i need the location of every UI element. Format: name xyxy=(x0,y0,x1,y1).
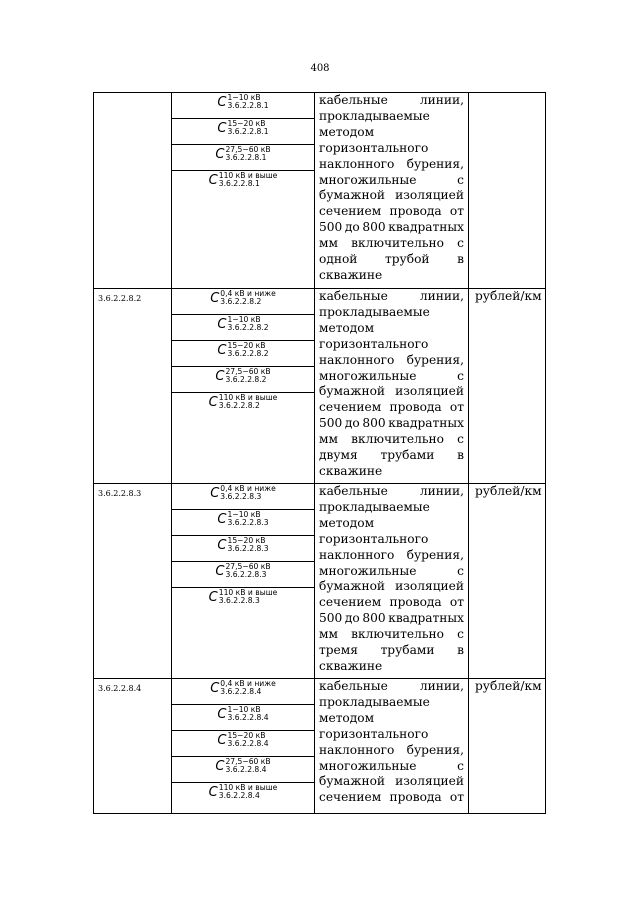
rate-symbol-letter: C xyxy=(217,706,227,722)
rate-symbol-formula xyxy=(217,731,268,749)
rate-symbol-voltage: 27,5−60 кВ xyxy=(225,145,271,154)
description-word: линии, xyxy=(419,93,464,107)
rate-symbol-code: 3.6.2.2.8.3 xyxy=(227,544,269,554)
rate-symbol xyxy=(172,367,314,393)
description-line xyxy=(319,305,464,321)
description-word: квадратных xyxy=(388,220,464,235)
rate-symbol-letter: C xyxy=(210,290,220,306)
description-line xyxy=(319,627,464,643)
rate-symbol-letter: C xyxy=(217,342,227,358)
table-row xyxy=(94,289,545,484)
rate-symbol-formula xyxy=(215,367,270,385)
description-line xyxy=(319,353,464,369)
rate-symbol xyxy=(172,341,314,367)
description-line xyxy=(319,759,464,775)
description-line xyxy=(319,400,464,416)
description-word: провода xyxy=(389,400,442,415)
rate-symbol-indices xyxy=(228,732,269,749)
rate-symbol-voltage: 0,4 кВ и ниже xyxy=(220,484,276,493)
description-word: горизонтального xyxy=(319,531,429,546)
description-word: горизонтального xyxy=(319,726,429,741)
rate-symbol-code: 3.6.2.2.8.4 xyxy=(220,687,262,697)
description-word: многожильные xyxy=(319,368,417,383)
description-word: включительно xyxy=(351,627,444,642)
rate-symbol-letter: C xyxy=(217,94,227,110)
description-word: от xyxy=(449,400,464,415)
rate-symbol-voltage: 110 кВ и выше xyxy=(218,393,278,402)
description-word: изоляцией xyxy=(395,188,464,203)
item-code: 3.6.2.2.8.3 xyxy=(94,484,172,678)
description-line xyxy=(319,157,464,173)
description-line xyxy=(319,500,464,516)
rate-symbol-indices xyxy=(219,589,278,606)
description-word: бурения, xyxy=(406,156,464,171)
rate-symbol xyxy=(172,119,314,145)
rate-symbol-letter: C xyxy=(208,784,218,800)
description-word: с xyxy=(457,758,464,773)
description-word: трубами xyxy=(380,448,435,463)
description-word: бумажной xyxy=(319,774,386,789)
description-word: линии, xyxy=(419,484,464,498)
table-row xyxy=(94,93,545,289)
rate-symbol-letter: C xyxy=(217,732,227,748)
description-word: включительно xyxy=(351,236,444,251)
rate-symbol-code: 3.6.2.2.8.3 xyxy=(220,492,262,502)
rate-symbol-code: 3.6.2.2.8.4 xyxy=(227,713,269,723)
rate-symbol-letter: C xyxy=(217,537,227,553)
description-cell xyxy=(315,93,469,288)
description-line xyxy=(319,579,464,595)
rate-symbol-code: 3.6.2.2.8.3 xyxy=(225,570,267,580)
rate-symbol-code: 3.6.2.2.8.1 xyxy=(227,127,269,137)
description-word: в xyxy=(457,448,464,463)
description-word: от xyxy=(449,595,464,610)
rate-symbol-indices xyxy=(228,94,269,111)
description-word: провода xyxy=(389,790,442,805)
description-word: мм xyxy=(319,432,338,447)
description-word: с xyxy=(457,563,464,578)
rate-symbol-voltage: 15−20 кВ xyxy=(227,341,266,350)
rate-symbol-formula xyxy=(217,510,268,528)
description-word: трубой xyxy=(385,252,430,267)
rate-symbol-indices xyxy=(228,120,269,137)
description-line xyxy=(319,109,464,125)
description-word: сечением xyxy=(319,790,382,805)
description-line xyxy=(319,252,464,268)
description-word: методом xyxy=(319,710,375,725)
description-word: прокладываемые xyxy=(319,499,430,514)
rate-symbol-formula xyxy=(217,341,268,359)
rate-symbol xyxy=(172,679,314,705)
rate-symbol-voltage: 15−20 кВ xyxy=(227,119,266,128)
rate-symbol-voltage: 1−10 кВ xyxy=(227,315,261,324)
description-word: бурения, xyxy=(406,742,464,757)
rate-symbol-voltage: 27,5−60 кВ xyxy=(225,757,271,766)
description-word: методом xyxy=(319,124,375,139)
rate-symbol-code: 3.6.2.2.8.3 xyxy=(227,518,269,528)
tariff-table xyxy=(93,92,546,814)
rate-symbol-formula xyxy=(217,705,268,723)
rate-symbol-voltage: 15−20 кВ xyxy=(227,731,266,740)
rate-symbol-formula xyxy=(209,783,278,801)
rate-symbol-letter: C xyxy=(210,680,220,696)
description-word: тремя xyxy=(319,643,358,658)
rate-symbol-indices xyxy=(220,485,275,502)
rate-symbol-formula xyxy=(217,315,268,333)
description-word: сечением xyxy=(319,400,382,415)
rate-symbol-formula xyxy=(209,588,278,606)
page-number: 408 xyxy=(310,63,330,74)
description-line xyxy=(319,369,464,385)
unit-cell: рублей/км xyxy=(475,289,542,303)
description-word: в xyxy=(457,252,464,267)
rate-symbol xyxy=(172,315,314,341)
description-word: бумажной xyxy=(319,188,386,203)
rate-symbol-code: 3.6.2.2.8.2 xyxy=(227,349,269,359)
description-word: 800 xyxy=(362,416,386,431)
rate-symbol-letter: C xyxy=(215,758,225,774)
rate-symbol-indices xyxy=(225,146,270,163)
rate-symbol-formula xyxy=(210,289,276,307)
description-line xyxy=(319,659,464,675)
description-line xyxy=(319,790,464,806)
rate-symbol-voltage: 110 кВ и выше xyxy=(218,588,278,597)
description-word: одной xyxy=(319,252,358,267)
description-word: линии, xyxy=(419,679,464,693)
description-word: с xyxy=(457,236,464,251)
description-word: наклонного xyxy=(319,352,395,367)
description-word: с xyxy=(457,172,464,187)
rate-symbol-letter: C xyxy=(215,368,225,384)
description-word: до xyxy=(344,220,360,235)
description-word: бурения, xyxy=(406,352,464,367)
rate-symbol-letter: C xyxy=(215,563,225,579)
rate-symbol-formula xyxy=(215,562,270,580)
description-line xyxy=(319,268,464,284)
description-cell xyxy=(315,679,469,813)
table-row xyxy=(94,484,545,679)
description-line xyxy=(319,564,464,580)
description-line xyxy=(319,464,464,480)
description-line xyxy=(319,679,464,695)
description-word: методом xyxy=(319,320,375,335)
symbol-cell xyxy=(172,679,315,813)
rate-symbol-indices xyxy=(228,342,269,359)
rate-symbol-code: 3.6.2.2.8.4 xyxy=(218,791,260,801)
description-word: наклонного xyxy=(319,742,395,757)
rate-symbol xyxy=(172,731,314,757)
description-word: включительно xyxy=(351,432,444,447)
description-line xyxy=(319,448,464,464)
unit-cell: рублей/км xyxy=(475,484,542,498)
item-code: 3.6.2.2.8.4 xyxy=(94,679,172,813)
description-word: кабельные xyxy=(319,484,388,498)
description-line xyxy=(319,548,464,564)
description-word: кабельные xyxy=(319,679,388,693)
description-line xyxy=(319,321,464,337)
description-line xyxy=(319,188,464,204)
description-line xyxy=(319,595,464,611)
description-line xyxy=(319,416,464,432)
description-word: провода xyxy=(389,595,442,610)
description-word: 500 xyxy=(319,220,343,235)
rate-symbol-formula xyxy=(217,536,268,554)
rate-symbol-code: 3.6.2.2.8.4 xyxy=(225,765,267,775)
item-code: 3.6.2.2.8.2 xyxy=(94,289,172,483)
description-line xyxy=(319,484,464,500)
rate-symbol-voltage: 27,5−60 кВ xyxy=(225,367,271,376)
description-line xyxy=(319,289,464,305)
description-word: линии, xyxy=(419,289,464,303)
description-line xyxy=(319,643,464,659)
unit-cell xyxy=(469,93,545,288)
description-word: от xyxy=(449,204,464,219)
description-word: методом xyxy=(319,515,375,530)
table-row xyxy=(94,679,545,814)
rate-symbol xyxy=(172,783,314,809)
rate-symbol-code: 3.6.2.2.8.2 xyxy=(225,375,267,385)
rate-symbol-indices xyxy=(220,290,275,307)
symbol-cell xyxy=(172,289,315,483)
item-code xyxy=(94,93,172,288)
description-word: горизонтального xyxy=(319,140,429,155)
symbol-cell xyxy=(172,93,315,288)
rate-symbol xyxy=(172,562,314,588)
description-word: от xyxy=(449,790,464,805)
description-word: с xyxy=(457,627,464,642)
rate-symbol-voltage: 0,4 кВ и ниже xyxy=(220,289,276,298)
rate-symbol-code: 3.6.2.2.8.1 xyxy=(218,179,260,189)
description-word: многожильные xyxy=(319,563,417,578)
description-cell xyxy=(315,484,469,678)
rate-symbol xyxy=(172,536,314,562)
rate-symbol-formula xyxy=(210,679,276,697)
rate-symbol-letter: C xyxy=(215,146,225,162)
rate-symbol-indices xyxy=(219,784,278,801)
description-word: 800 xyxy=(362,611,386,626)
rate-symbol-code: 3.6.2.2.8.1 xyxy=(225,153,267,163)
rate-symbol xyxy=(172,588,314,614)
description-line xyxy=(319,173,464,189)
description-word: наклонного xyxy=(319,547,395,562)
description-word: бумажной xyxy=(319,384,386,399)
description-line xyxy=(319,220,464,236)
rate-symbol-letter: C xyxy=(217,511,227,527)
rate-symbol-code: 3.6.2.2.8.1 xyxy=(227,101,269,111)
description-line xyxy=(319,384,464,400)
description-word: кабельные xyxy=(319,93,388,107)
rate-symbol-voltage: 110 кВ и выше xyxy=(218,171,278,180)
description-line xyxy=(319,695,464,711)
description-word: с xyxy=(457,368,464,383)
unit-cell: рублей/км xyxy=(475,679,542,693)
rate-symbol-voltage: 1−10 кВ xyxy=(227,705,261,714)
rate-symbol-indices xyxy=(225,368,270,385)
rate-symbol xyxy=(172,289,314,315)
rate-symbol-code: 3.6.2.2.8.2 xyxy=(220,297,262,307)
rate-symbol-voltage: 0,4 кВ и ниже xyxy=(220,679,276,688)
rate-symbol-letter: C xyxy=(208,172,218,188)
description-line xyxy=(319,204,464,220)
description-word: многожильные xyxy=(319,172,417,187)
rate-symbol-indices xyxy=(228,537,269,554)
rate-symbol-formula xyxy=(210,484,276,502)
description-line xyxy=(319,93,464,109)
rate-symbol xyxy=(172,393,314,419)
description-line xyxy=(319,337,464,353)
rate-symbol-letter: C xyxy=(217,316,227,332)
rate-symbol-code: 3.6.2.2.8.4 xyxy=(227,739,269,749)
description-word: двумя xyxy=(319,448,358,463)
symbol-cell xyxy=(172,484,315,678)
description-word: изоляцией xyxy=(395,774,464,789)
rate-symbol-voltage: 15−20 кВ xyxy=(227,536,266,545)
rate-symbol xyxy=(172,484,314,510)
description-line xyxy=(319,141,464,157)
description-word: скважине xyxy=(319,658,383,673)
description-word: 800 xyxy=(362,220,386,235)
description-word: прокладываемые xyxy=(319,108,430,123)
rate-symbol xyxy=(172,171,314,197)
description-line xyxy=(319,774,464,790)
description-word: сечением xyxy=(319,595,382,610)
rate-symbol-formula xyxy=(217,93,268,111)
description-cell xyxy=(315,289,469,483)
rate-symbol-indices xyxy=(220,680,275,697)
description-word: наклонного xyxy=(319,156,395,171)
rate-symbol xyxy=(172,510,314,536)
description-word: бумажной xyxy=(319,579,386,594)
rate-symbol-voltage: 1−10 кВ xyxy=(227,93,261,102)
description-line xyxy=(319,125,464,141)
rate-symbol-formula xyxy=(209,393,278,411)
description-word: сечением xyxy=(319,204,382,219)
description-word: скважине xyxy=(319,267,383,282)
description-word: квадратных xyxy=(388,611,464,626)
description-word: изоляцией xyxy=(395,579,464,594)
description-word: до xyxy=(344,611,360,626)
description-line xyxy=(319,743,464,759)
description-word: бурения, xyxy=(406,547,464,562)
rate-symbol-voltage: 27,5−60 кВ xyxy=(225,562,271,571)
description-line xyxy=(319,516,464,532)
rate-symbol-letter: C xyxy=(217,120,227,136)
description-word: в xyxy=(457,643,464,658)
description-word: изоляцией xyxy=(395,384,464,399)
rate-symbol-letter: C xyxy=(210,485,220,501)
description-word: скважине xyxy=(319,463,383,478)
rate-symbol-indices xyxy=(228,316,269,333)
rate-symbol-voltage: 110 кВ и выше xyxy=(218,783,278,792)
rate-symbol xyxy=(172,757,314,783)
description-word: 500 xyxy=(319,416,343,431)
rate-symbol xyxy=(172,705,314,731)
rate-symbol-code: 3.6.2.2.8.3 xyxy=(218,596,260,606)
description-word: мм xyxy=(319,627,338,642)
description-line xyxy=(319,432,464,448)
rate-symbol-indices xyxy=(228,706,269,723)
rate-symbol-code: 3.6.2.2.8.2 xyxy=(227,323,269,333)
rate-symbol-code: 3.6.2.2.8.2 xyxy=(218,401,260,411)
rate-symbol-voltage: 1−10 кВ xyxy=(227,510,261,519)
description-word: трубами xyxy=(380,643,435,658)
description-word: квадратных xyxy=(388,416,464,431)
description-word: с xyxy=(457,432,464,447)
rate-symbol-letter: C xyxy=(208,589,218,605)
description-word: до xyxy=(344,416,360,431)
rate-symbol-formula xyxy=(209,171,278,189)
description-word: провода xyxy=(389,204,442,219)
description-line xyxy=(319,532,464,548)
rate-symbol-indices xyxy=(225,563,270,580)
description-word: мм xyxy=(319,236,338,251)
rate-symbol-formula xyxy=(215,145,270,163)
description-word: кабельные xyxy=(319,289,388,303)
rate-symbol-indices xyxy=(225,758,270,775)
description-line xyxy=(319,727,464,743)
rate-symbol-formula xyxy=(215,757,270,775)
description-word: горизонтального xyxy=(319,336,429,351)
rate-symbol-indices xyxy=(219,394,278,411)
description-word: прокладываемые xyxy=(319,694,430,709)
description-line xyxy=(319,236,464,252)
description-word: многожильные xyxy=(319,758,417,773)
rate-symbol-letter: C xyxy=(208,394,218,410)
description-line xyxy=(319,711,464,727)
description-line xyxy=(319,611,464,627)
rate-symbol-indices xyxy=(228,511,269,528)
rate-symbol xyxy=(172,93,314,119)
description-word: прокладываемые xyxy=(319,304,430,319)
rate-symbol-formula xyxy=(217,119,268,137)
description-word: 500 xyxy=(319,611,343,626)
rate-symbol-indices xyxy=(219,172,278,189)
rate-symbol xyxy=(172,145,314,171)
